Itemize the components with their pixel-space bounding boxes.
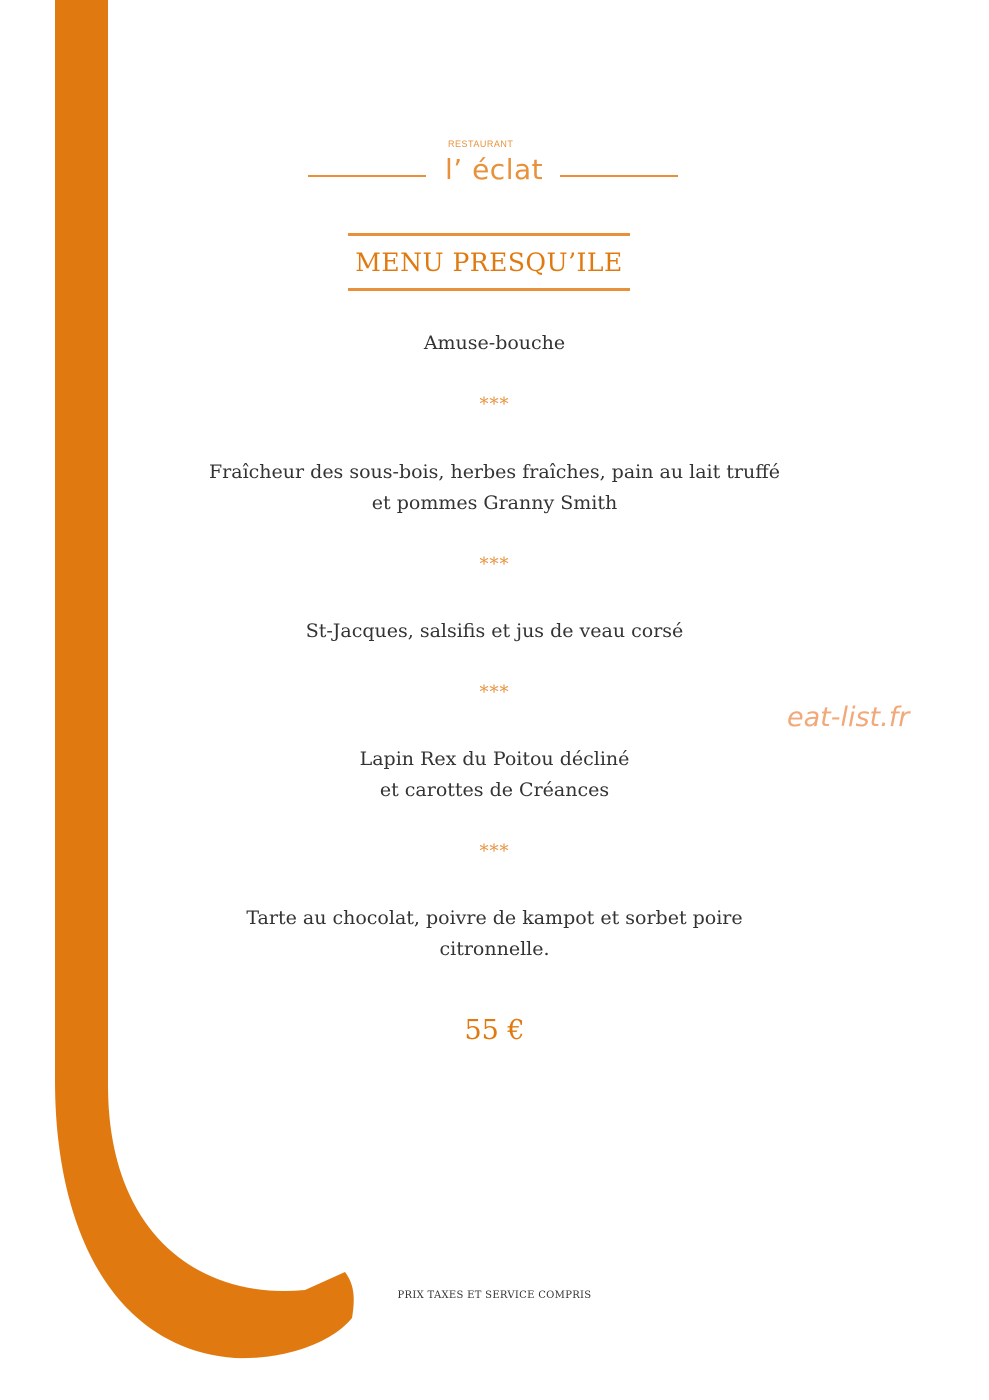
menu-title: MENU PRESQU’ILE <box>355 247 623 277</box>
course-line: Fraîcheur des sous-bois, herbes fraîches, pain au lait truffé <box>209 461 780 483</box>
logo-divider-left <box>308 175 426 177</box>
course-separator: *** <box>479 394 510 415</box>
course-line: et carottes de Créances <box>379 779 610 801</box>
course-separator: *** <box>479 682 510 703</box>
footer-note: PRIX TAXES ET SERVICE COMPRIS <box>397 1290 592 1301</box>
course-line: citronnelle. <box>439 938 550 960</box>
menu-price: 55 € <box>464 1015 525 1046</box>
menu-title-box <box>348 233 630 291</box>
course-separator: *** <box>479 554 510 575</box>
course-fish <box>0 616 989 647</box>
course-amuse-bouche <box>0 328 989 359</box>
logo-name: l’ éclat <box>445 153 544 186</box>
restaurant-logo <box>300 135 690 205</box>
logo-divider-right <box>560 175 678 177</box>
course-line: St-Jacques, salsifis et jus de veau corsé <box>305 620 684 642</box>
course-line: Lapin Rex du Poitou décliné <box>359 748 630 770</box>
course-separator: *** <box>479 841 510 862</box>
watermark: eat-list.fr <box>787 702 910 733</box>
course-line: et pommes Granny Smith <box>371 492 618 514</box>
course-dessert <box>0 903 989 965</box>
course-starter <box>0 457 989 519</box>
course-line: Tarte au chocolat, poivre de kampot et sorbet poire <box>246 907 743 929</box>
course-line: Amuse-bouche <box>423 332 566 354</box>
logo-label: RESTAURANT <box>448 139 514 149</box>
course-main <box>0 744 989 806</box>
